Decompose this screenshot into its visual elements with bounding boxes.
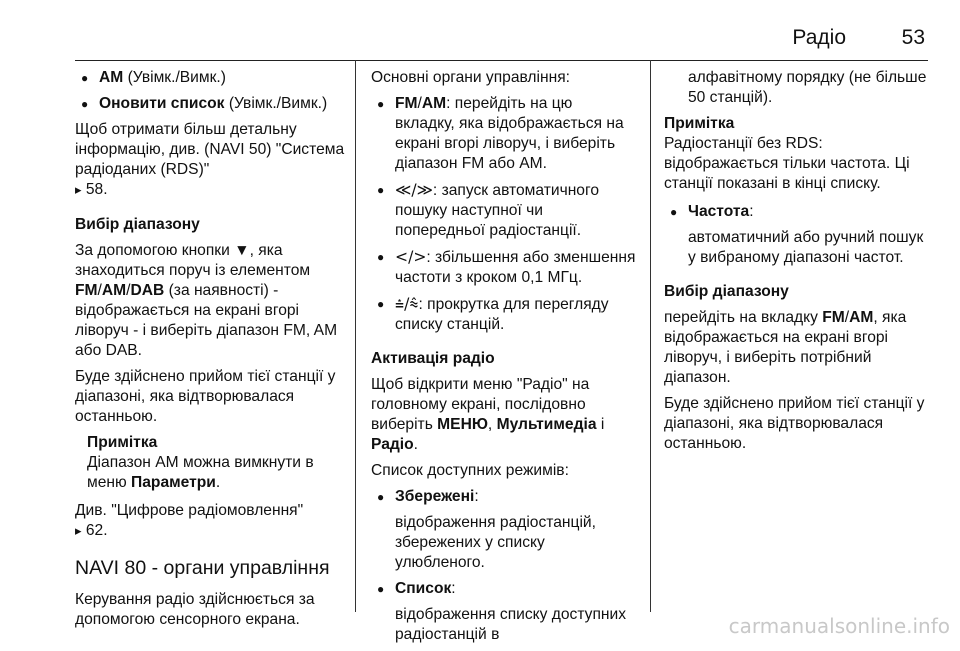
list-item — [371, 294, 636, 335]
item-description: автоматичний або ручний пошук у вибраному діапазоні частот. — [688, 229, 924, 266]
list-item — [664, 202, 932, 222]
item-label: Оновити список — [99, 95, 225, 112]
paragraph-text: Див. "Цифрове радіомовлення" — [75, 502, 304, 519]
note-text: Радіостанції без RDS: відображається тільки частота. Ці станції показані в кінці списку. — [664, 135, 910, 192]
item-text: : прокрутка для перегляду списку станцій. — [395, 296, 609, 333]
list-item — [371, 487, 636, 507]
menu-name: Параметри — [131, 474, 216, 491]
menu-name: Радіо — [371, 436, 414, 453]
band-label: FM — [75, 282, 98, 299]
punctuation: : — [749, 203, 754, 220]
item-description: алфавітному порядку (не більше 50 станцій). — [688, 69, 927, 106]
band-label: AM — [849, 309, 874, 326]
band-label: FM — [822, 309, 845, 326]
band-label: AM — [101, 282, 127, 299]
separator: / — [844, 309, 850, 326]
paragraph-text: перейдіть на вкладку — [664, 309, 823, 326]
list-item — [371, 180, 636, 241]
punctuation: : — [474, 488, 479, 505]
note-title: Примітка — [664, 115, 735, 132]
paragraph: Основні органи управління: — [371, 69, 570, 86]
heading: Вибір діапазону — [75, 216, 200, 233]
list-item — [371, 94, 636, 174]
paragraph: Керування радіо здійснюється за допомогою сенсорного екрана. — [75, 591, 315, 628]
column-2 — [371, 68, 636, 651]
list-item — [371, 579, 636, 599]
paragraph: Буде здійснено прийом тієї станції у діапазоні, яка відтворювалася останньою. — [664, 395, 925, 452]
separator: , — [487, 416, 497, 433]
paragraph: Буде здійснено прийом тієї станції у діапазоні, яка відтворювалася останньою. — [75, 368, 336, 425]
menu-name: МЕНЮ — [437, 416, 488, 433]
item-label: Список — [395, 580, 452, 597]
separator: / — [126, 282, 131, 299]
item-text: : запуск автоматичного пошуку наступної чи попередньої радіостанції. — [395, 182, 599, 239]
page-ref[interactable]: 62. — [85, 522, 108, 539]
paragraph-text: За допомогою кнопки ▼, яка знаходиться поруч із елементом — [75, 242, 311, 279]
paragraph — [75, 501, 348, 542]
page-ref-icon: ▸ — [75, 524, 82, 539]
page-header — [75, 22, 928, 61]
column-1 — [75, 68, 348, 636]
item-text: : перейдіть на цю вкладку, яка відображається на екрані вгорі ліворуч, і виберіть діапазон FM або AM. — [395, 95, 624, 172]
band-label: AM — [421, 95, 447, 112]
punctuation: : — [451, 580, 456, 597]
list-item — [371, 247, 636, 288]
item-description: відображення радіостанцій, збережених у списку улюбленого. — [395, 514, 596, 571]
list-item — [75, 94, 348, 114]
item-label: AM — [99, 69, 124, 86]
page-ref[interactable]: 58. — [85, 181, 108, 198]
item-text: (Увімк./Вимк.) — [123, 69, 226, 86]
note — [75, 433, 348, 493]
list-item — [75, 68, 348, 88]
item-text: (Увімк./Вимк.) — [224, 95, 328, 112]
note-title: Примітка — [87, 434, 158, 451]
page-ref-icon: ▸ — [75, 183, 82, 198]
note — [664, 114, 932, 194]
page-number: 53 — [901, 26, 925, 49]
item-label: Збережені — [395, 488, 475, 505]
separator: і — [596, 416, 605, 433]
paragraph — [371, 375, 636, 455]
column-divider — [650, 60, 651, 612]
paragraph-text: (за наявності) - відображається на екрані вгорі ліворуч - і виберіть діапазон FM, AM або DAB. — [75, 282, 338, 359]
note-body: Діапазон AM можна вимкнути в меню — [87, 454, 314, 491]
menu-name: Мультимедіа — [496, 416, 597, 433]
heading: Активація радіо — [371, 350, 495, 367]
paragraph — [75, 241, 348, 361]
item-label: Частота — [688, 203, 750, 220]
paragraph-text: Щоб відкрити меню "Радіо" на головному екрані, послідовно виберіть — [371, 376, 590, 433]
watermark: carmanualsonline.info — [728, 614, 950, 638]
section-heading: NAVI 80 - органи управління — [75, 557, 330, 579]
band-label: FM — [395, 95, 418, 112]
paragraph-text: , яка відображається на екрані вгорі ліворуч, і виберіть потрібний діапазон. — [664, 309, 907, 386]
column-3 — [664, 68, 932, 460]
heading: Вибір діапазону — [664, 283, 789, 300]
punctuation: . — [413, 436, 418, 453]
paragraph — [75, 120, 348, 201]
seek-icon: ≪/≫ — [395, 181, 433, 199]
separator: / — [417, 95, 422, 112]
scroll-icon: ⩮/⩯ — [395, 295, 419, 313]
column-divider — [355, 60, 356, 612]
band-label: DAB — [130, 282, 165, 299]
item-text: : збільшення або зменшення частоти з кроком 0,1 МГц. — [395, 249, 636, 286]
paragraph: Список доступних режимів: — [371, 462, 569, 479]
section-title: Радіо — [792, 26, 846, 49]
paragraph-text: Щоб отримати більш детальну інформацію, див. (NAVI 50) "Система радіоданих (RDS)" — [75, 121, 345, 178]
item-description: відображення списку доступних радіостанцій в — [395, 606, 627, 643]
note-text — [87, 453, 348, 493]
separator: / — [97, 282, 102, 299]
step-icon: </> — [395, 248, 427, 266]
punctuation: . — [215, 474, 221, 491]
paragraph — [664, 308, 932, 388]
